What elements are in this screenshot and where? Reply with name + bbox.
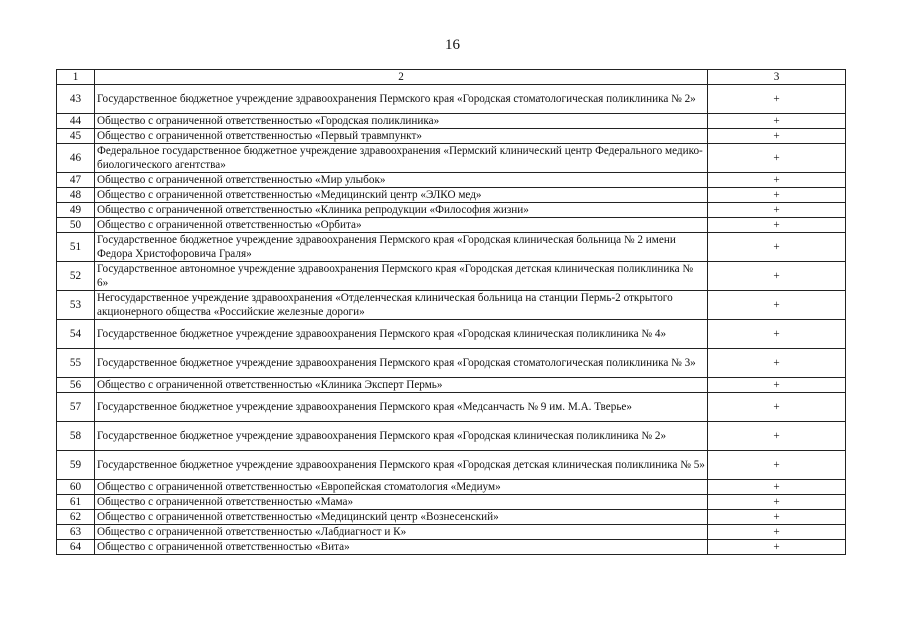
participation-mark: + — [708, 495, 846, 510]
table-row — [57, 525, 846, 540]
organization-name: Государственное бюджетное учреждение здравоохранения Пермского края «Городская клиническая больница № 2 имени Федора Христофоровича Граля» — [95, 233, 708, 262]
participation-mark: + — [708, 422, 846, 451]
row-number: 52 — [57, 262, 95, 291]
row-number: 51 — [57, 233, 95, 262]
organization-name: Общество с ограниченной ответственностью «Медицинский центр «ЭЛКО мед» — [95, 188, 708, 203]
row-number: 64 — [57, 540, 95, 555]
table-row — [57, 129, 846, 144]
row-number: 63 — [57, 525, 95, 540]
participation-mark: + — [708, 510, 846, 525]
table-row — [57, 114, 846, 129]
participation-mark: + — [708, 480, 846, 495]
organization-name: Негосударственное учреждение здравоохранения «Отделенческая клиническая больница на станции Пермь-2 открытого акционерного общества «Российские железные дороги» — [95, 291, 708, 320]
row-number: 57 — [57, 393, 95, 422]
table-row — [57, 85, 846, 114]
organization-name: Государственное бюджетное учреждение здравоохранения Пермского края «Городская стоматологическая поликлиника № 3» — [95, 349, 708, 378]
table-row — [57, 422, 846, 451]
participation-mark: + — [708, 393, 846, 422]
participation-mark: + — [708, 114, 846, 129]
row-number: 59 — [57, 451, 95, 480]
row-number: 49 — [57, 203, 95, 218]
organization-name: Общество с ограниченной ответственностью «Городская поликлиника» — [95, 114, 708, 129]
table-body — [57, 70, 846, 555]
row-number: 61 — [57, 495, 95, 510]
table-row — [57, 480, 846, 495]
organizations-table — [56, 69, 846, 555]
participation-mark: + — [708, 233, 846, 262]
organization-name: Общество с ограниченной ответственностью «Мир улыбок» — [95, 173, 708, 188]
row-number: 53 — [57, 291, 95, 320]
header-col-3: 3 — [708, 70, 846, 85]
organization-name: Общество с ограниченной ответственностью «Медицинский центр «Вознесенский» — [95, 510, 708, 525]
participation-mark: + — [708, 188, 846, 203]
row-number: 48 — [57, 188, 95, 203]
organization-name: Общество с ограниченной ответственностью «Вита» — [95, 540, 708, 555]
table-row — [57, 188, 846, 203]
table-row — [57, 540, 846, 555]
participation-mark: + — [708, 129, 846, 144]
row-number: 43 — [57, 85, 95, 114]
row-number: 54 — [57, 320, 95, 349]
table-row — [57, 510, 846, 525]
participation-mark: + — [708, 218, 846, 233]
participation-mark: + — [708, 378, 846, 393]
row-number: 44 — [57, 114, 95, 129]
page-number: 16 — [445, 37, 460, 53]
row-number: 56 — [57, 378, 95, 393]
table-row — [57, 349, 846, 378]
organization-name: Государственное бюджетное учреждение здравоохранения Пермского края «Медсанчасть № 9 им. М.А. Тверье» — [95, 393, 708, 422]
organization-name: Государственное бюджетное учреждение здравоохранения Пермского края «Городская детская клиническая поликлиника № 5» — [95, 451, 708, 480]
organization-name: Общество с ограниченной ответственностью «Лабдиагност и К» — [95, 525, 708, 540]
table-row — [57, 320, 846, 349]
organization-name: Государственное автономное учреждение здравоохранения Пермского края «Городская детская клиническая поликлиника № 6» — [95, 262, 708, 291]
organization-name: Общество с ограниченной ответственностью «Европейская стоматология «Медиум» — [95, 480, 708, 495]
row-number: 47 — [57, 173, 95, 188]
organization-name: Государственное бюджетное учреждение здравоохранения Пермского края «Городская стоматологическая поликлиника № 2» — [95, 85, 708, 114]
organization-name: Общество с ограниченной ответственностью «Клиника Эксперт Пермь» — [95, 378, 708, 393]
header-col-2: 2 — [95, 70, 708, 85]
participation-mark: + — [708, 349, 846, 378]
header-col-1: 1 — [57, 70, 95, 85]
participation-mark: + — [708, 320, 846, 349]
organization-name: Общество с ограниченной ответственностью «Клиника репродукции «Философия жизни» — [95, 203, 708, 218]
organization-name: Общество с ограниченной ответственностью «Орбита» — [95, 218, 708, 233]
table-row — [57, 233, 846, 262]
participation-mark: + — [708, 262, 846, 291]
row-number: 62 — [57, 510, 95, 525]
row-number: 50 — [57, 218, 95, 233]
participation-mark: + — [708, 173, 846, 188]
table-row — [57, 393, 846, 422]
row-number: 46 — [57, 144, 95, 173]
organization-name: Государственное бюджетное учреждение здравоохранения Пермского края «Городская клиническая поликлиника № 4» — [95, 320, 708, 349]
table-row — [57, 378, 846, 393]
table-row — [57, 173, 846, 188]
organization-name: Общество с ограниченной ответственностью «Мама» — [95, 495, 708, 510]
participation-mark: + — [708, 85, 846, 114]
participation-mark: + — [708, 203, 846, 218]
table-row — [57, 144, 846, 173]
participation-mark: + — [708, 540, 846, 555]
participation-mark: + — [708, 525, 846, 540]
organization-name: Федеральное государственное бюджетное учреждение здравоохранения «Пермский клинический центр Федерального медико-биологического агентства» — [95, 144, 708, 173]
participation-mark: + — [708, 451, 846, 480]
table-row — [57, 291, 846, 320]
table-row — [57, 451, 846, 480]
organization-name: Государственное бюджетное учреждение здравоохранения Пермского края «Городская клиническая поликлиника № 2» — [95, 422, 708, 451]
row-number: 58 — [57, 422, 95, 451]
table-row — [57, 203, 846, 218]
organization-name: Общество с ограниченной ответственностью «Первый травмпункт» — [95, 129, 708, 144]
row-number: 60 — [57, 480, 95, 495]
table-header-row — [57, 70, 846, 85]
table-row — [57, 218, 846, 233]
row-number: 55 — [57, 349, 95, 378]
row-number: 45 — [57, 129, 95, 144]
table-row — [57, 262, 846, 291]
participation-mark: + — [708, 144, 846, 173]
table-row — [57, 495, 846, 510]
participation-mark: + — [708, 291, 846, 320]
